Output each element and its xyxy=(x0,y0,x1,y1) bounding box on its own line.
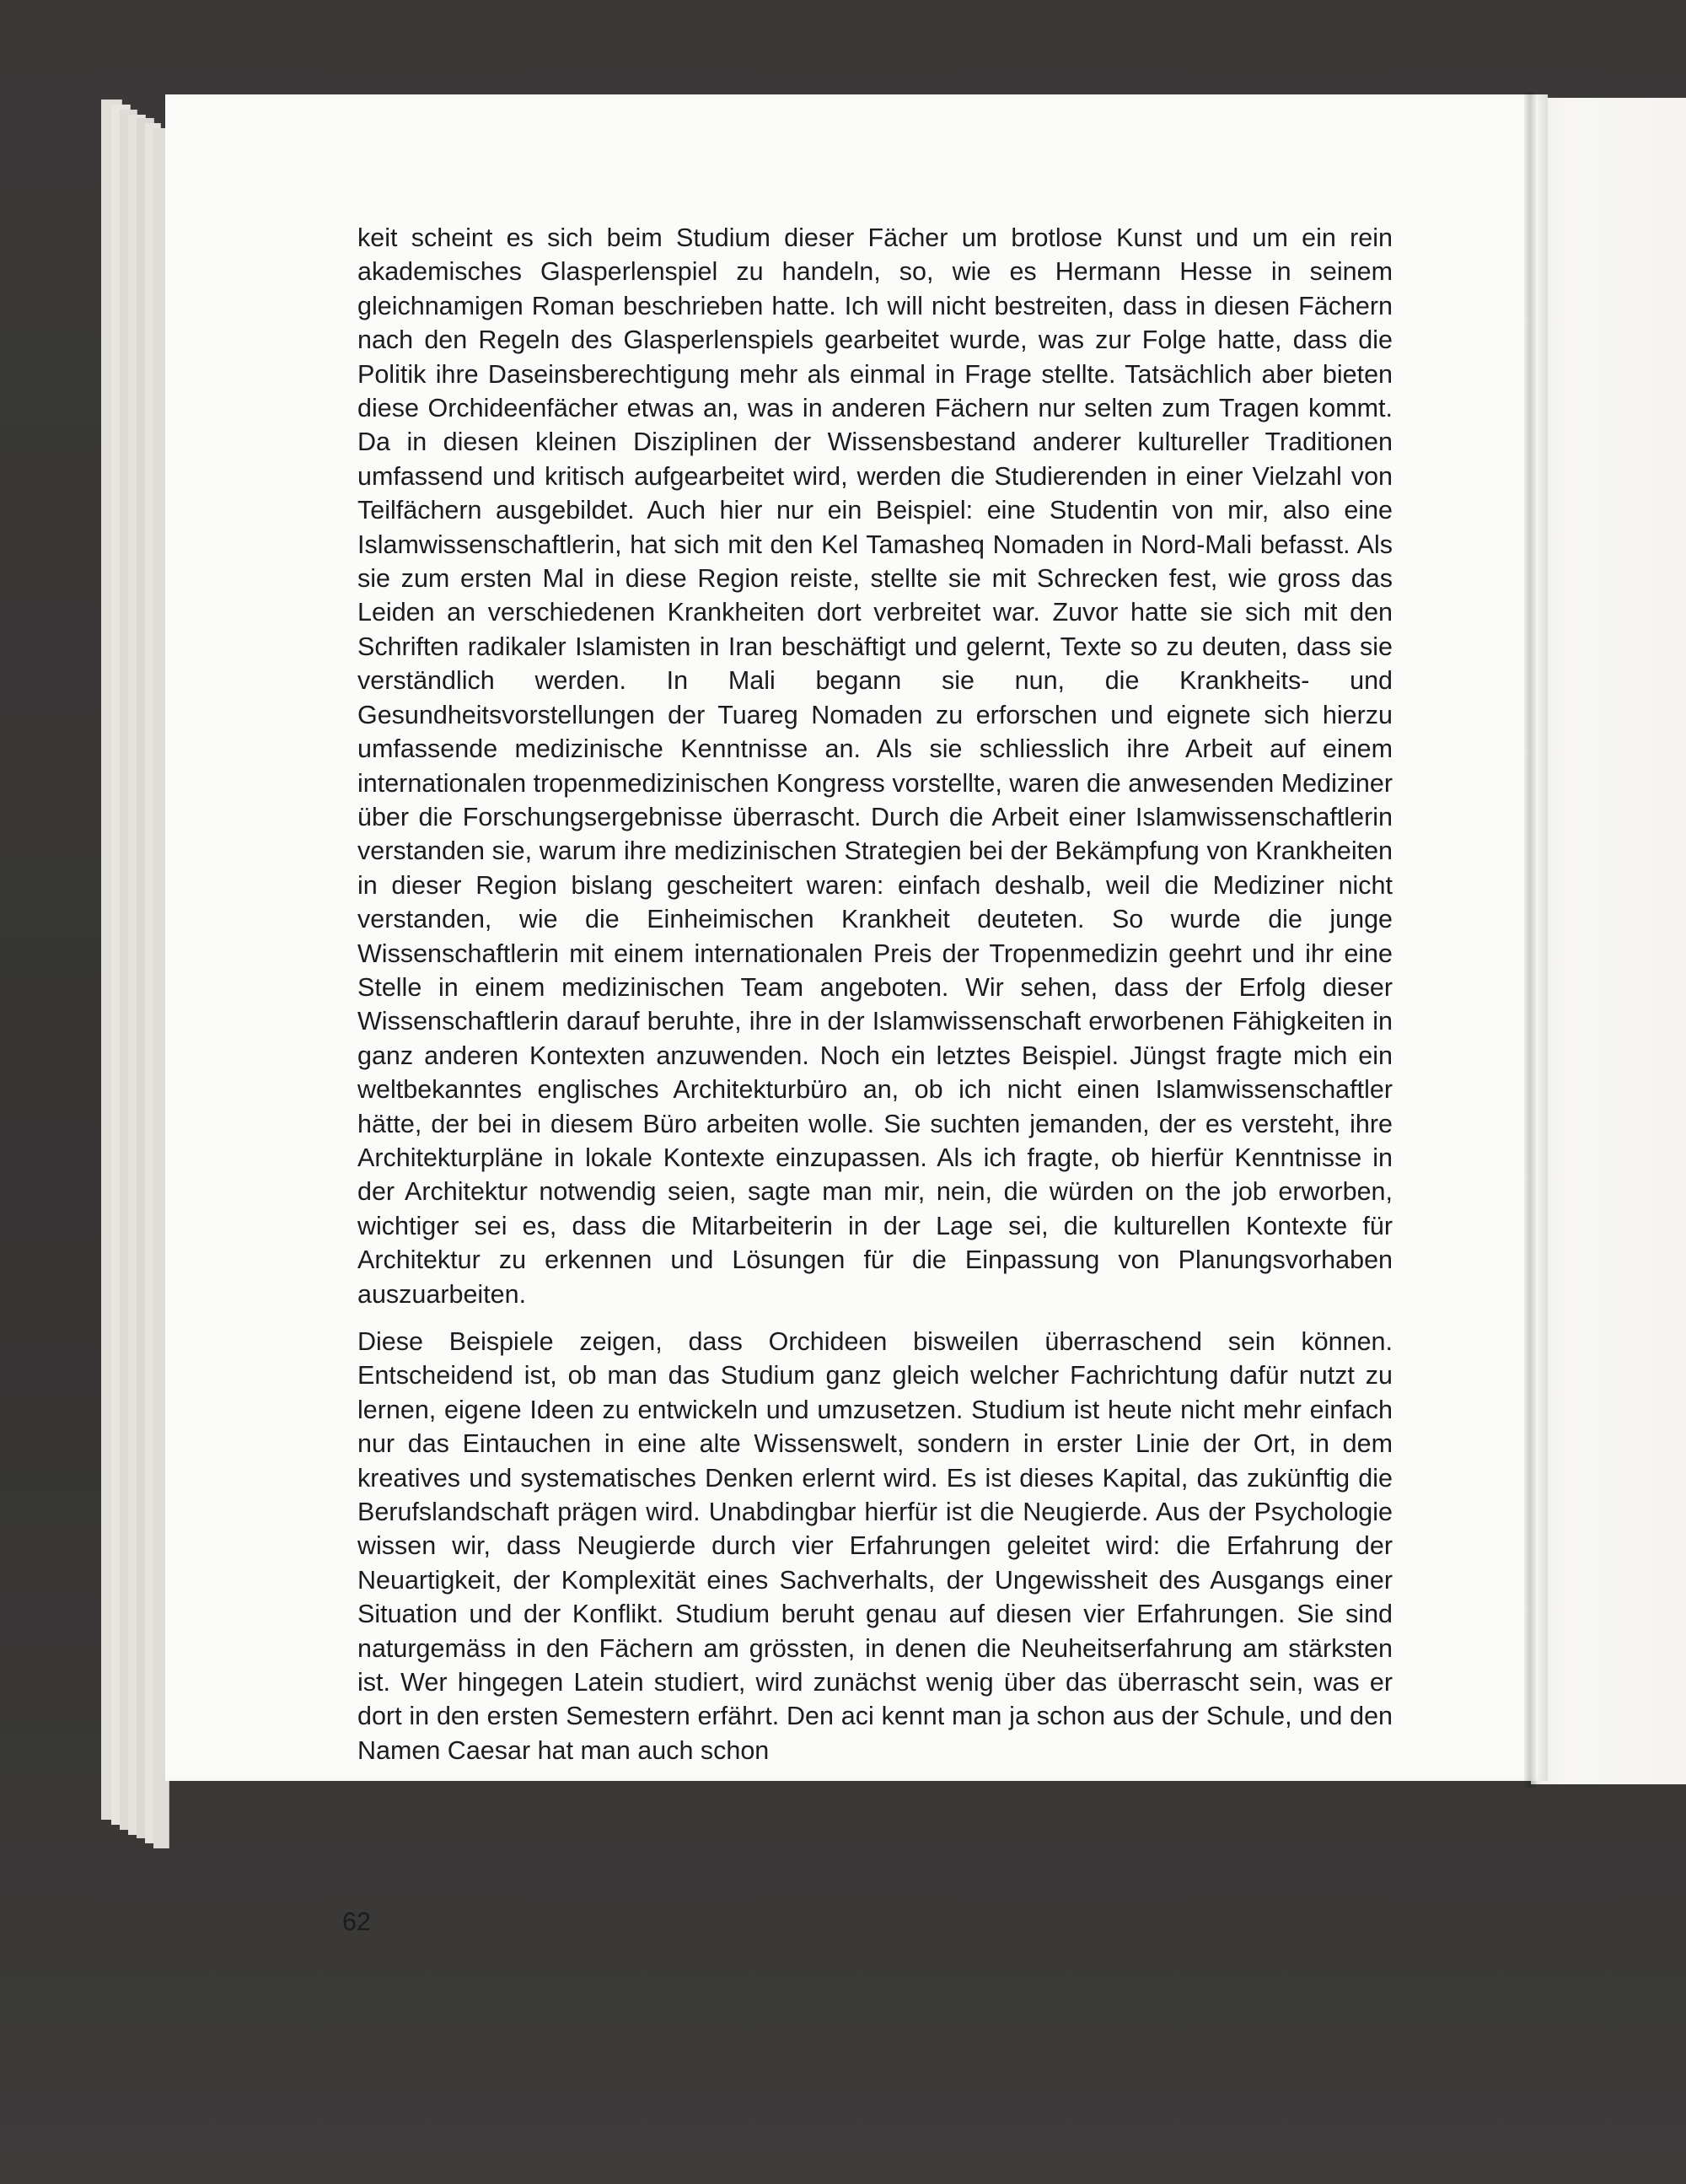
right-page-sliver xyxy=(1531,98,1686,1784)
body-text xyxy=(357,221,1393,1767)
paragraph: Diese Beispiele zeigen, dass Orchideen bisweilen überraschend sein können. Entscheidend ist, ob man das Studium ganz gleich welcher Fachrichtung dafür nutzt zu lernen, eigene Ideen zu entwickeln und umzusetzen. Studium ist heute nicht mehr einfach nur das Eintauchen in eine alte Wissenswelt, sondern in erster Linie der Ort, in dem kreatives und systematisches Denken erlernt wird. Es ist dieses Kapital, das zukünftig die Berufslandschaft prägen wird. Unabdingbar hierfür ist die Neugierde. Aus der Psychologie wissen wir, dass Neugierde durch vier Erfahrungen geleitet wird: die Erfahrung der Neuartigkeit, der Komplexität eines Sachverhalts, der Ungewissheit des Ausgangs einer Situation und der Konflikt. Studium beruht genau auf diesen vier Erfahrungen. Sie sind naturgemäss in den Fächern am grössten, in denen die Neuheitserfahrung am stärksten ist. Wer hingegen Latein studiert, wird zunächst wenig über das überrascht sein, was er dort in den ersten Semestern erfährt. Den aci kennt man ja schon aus der Schule, und den Namen Caesar hat man auch schon xyxy=(357,1327,1393,1765)
paragraph: keit scheint es sich beim Studium dieser Fächer um brotlose Kunst und um ein rein akademisches Glasperlenspiel zu handeln, so, wie es Hermann Hesse in seinem gleichnamigen Roman beschrieben hatte. Ich will nicht bestreiten, dass in diesen Fächern nach den Regeln des Glasperlenspiels gearbeitet wurde, was zur Folge hatte, dass die Politik ihre Daseinsberechtigung mehr als einmal in Frage stellte. Tatsächlich aber bieten diese Orchideenfächer etwas an, was in anderen Fächern nur selten zum Tragen kommt. Da in diesen kleinen Disziplinen der Wissensbestand anderer kultureller Traditionen umfassend und kritisch aufgearbeitet wird, werden die Studierenden in einer Vielzahl von Teilfächern ausgebildet. Auch hier nur ein Beispiel: eine Studentin von mir, also eine Islamwissenschaftlerin, hat sich mit den Kel Tamasheq Nomaden in Nord-Mali befasst. Als sie zum ersten Mal in diese Region reiste, stellte sie mit Schrecken fest, wie gross das Leiden an verschiedenen Krankheiten dort verbreitet war. Zuvor hatte sie sich mit den Schriften radikaler Islamisten in Iran beschäftigt und gelernt, Texte so zu deuten, dass sie verständlich werden. In Mali begann sie nun, die Krankheits- und Gesundheitsvorstellungen der Tuareg Nomaden zu erforschen und eignete sich hierzu umfassende medizinische Kenntnisse an. Als sie schliesslich ihre Arbeit auf einem internationalen tropenmedizinischen Kongress vorstellte, waren die anwesenden Mediziner über die Forschungsergebnisse überrascht. Durch die Arbeit einer Islamwissenschaftlerin verstanden sie, warum ihre medizinischen Strategien bei der Bekämpfung von Krankheiten in dieser Region bislang gescheitert waren: einfach deshalb, weil die Mediziner nicht verstanden, wie die Einheimischen Krankheit deuteten. So wurde die junge Wissenschaftlerin mit einem internationalen Preis der Tropenmedizin geehrt und ihr eine Stelle in einem medizinischen Team angeboten. Wir sehen, dass der Erfolg dieser Wissenschaftlerin darauf beruhte, ihre in der Islamwissenschaft erworbenen Fähigkeiten in ganz anderen Kontexten anzuwenden. Noch ein letztes Beispiel. Jüngst fragte mich ein weltbekanntes englisches Architekturbüro an, ob ich nicht einen Islamwissenschaftler hätte, der bei in diesem Büro arbeiten wolle. Sie suchten jemanden, der es versteht, ihre Architekturpläne in lokale Kontexte einzupassen. Als ich fragte, ob hierfür Kenntnisse in der Architektur notwendig seien, sagte man mir, nein, die würden on the job erworben, wichtiger sei es, dass die Mitarbeiterin in der Lage sei, die kulturellen Kontexte für Architektur zu erkennen und Lösungen für die Einpassung von Planungsvorhaben auszuarbeiten. xyxy=(357,223,1393,1309)
book-gutter xyxy=(1524,93,1536,1788)
page-number: 62 xyxy=(342,1907,371,1936)
